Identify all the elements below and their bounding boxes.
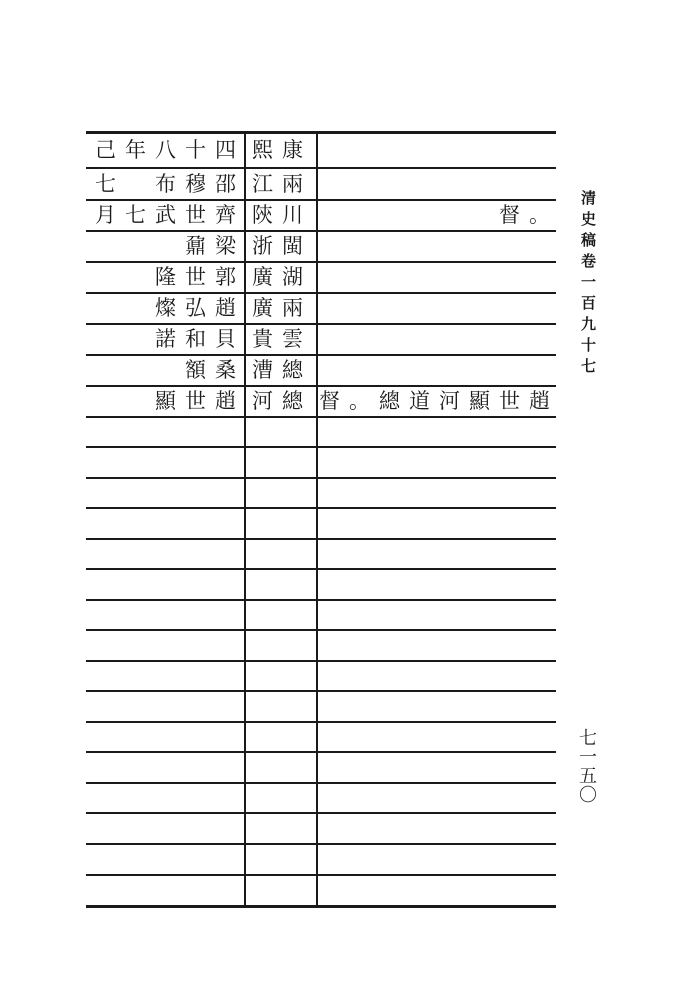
row-province-cell: 河總 (252, 389, 312, 413)
row-separator (86, 660, 556, 662)
row-separator (86, 292, 556, 294)
row-note-cell: 督。 (499, 203, 559, 227)
row-name-cell: 鼐梁 (185, 234, 245, 258)
row-separator (86, 874, 556, 876)
table-top-border (86, 131, 556, 134)
row-province-cell: 貴雲 (252, 327, 312, 351)
row-separator (86, 538, 556, 540)
row-separator (86, 416, 556, 418)
row-name-cell: 隆世郭 (155, 265, 245, 289)
row-separator (86, 568, 556, 570)
row-separator (86, 507, 556, 509)
row-name-cell: 己年八十四 (95, 138, 245, 162)
row-separator (86, 199, 556, 201)
row-separator (86, 354, 556, 356)
side-title: 清史稿卷一百九十七 (579, 190, 597, 379)
row-separator (86, 751, 556, 753)
row-separator (86, 782, 556, 784)
row-separator (86, 690, 556, 692)
row-separator (86, 261, 556, 263)
row-province-cell: 江兩 (252, 172, 312, 196)
row-name-cell: 月七武世齊 (95, 203, 245, 227)
row-separator (86, 323, 556, 325)
row-province-cell: 漕總 (252, 358, 312, 382)
row-separator (86, 446, 556, 448)
row-name-cell: 七 布穆邵 (95, 172, 245, 196)
row-province-cell: 陝川 (252, 203, 312, 227)
row-province-cell: 浙閩 (252, 234, 312, 258)
row-province-cell: 熙康 (252, 138, 312, 162)
page-number: 七一五〇 (576, 728, 597, 804)
row-separator (86, 477, 556, 479)
row-name-cell: 額桑 (185, 358, 245, 382)
row-separator (86, 167, 556, 169)
row-separator (86, 812, 556, 814)
table-bottom-border (86, 905, 556, 908)
row-separator (86, 843, 556, 845)
row-province-cell: 廣兩 (252, 296, 312, 320)
row-name-cell: 諾和貝 (155, 327, 245, 351)
row-separator (86, 599, 556, 601)
row-separator (86, 385, 556, 387)
column-divider-2 (316, 131, 318, 907)
row-separator (86, 230, 556, 232)
row-name-cell: 燦弘趙 (155, 296, 245, 320)
row-note-cell: 督。總道河顯世趙 (319, 389, 559, 413)
row-separator (86, 721, 556, 723)
row-name-cell: 顯世趙 (155, 389, 245, 413)
row-province-cell: 廣湖 (252, 265, 312, 289)
row-separator (86, 629, 556, 631)
